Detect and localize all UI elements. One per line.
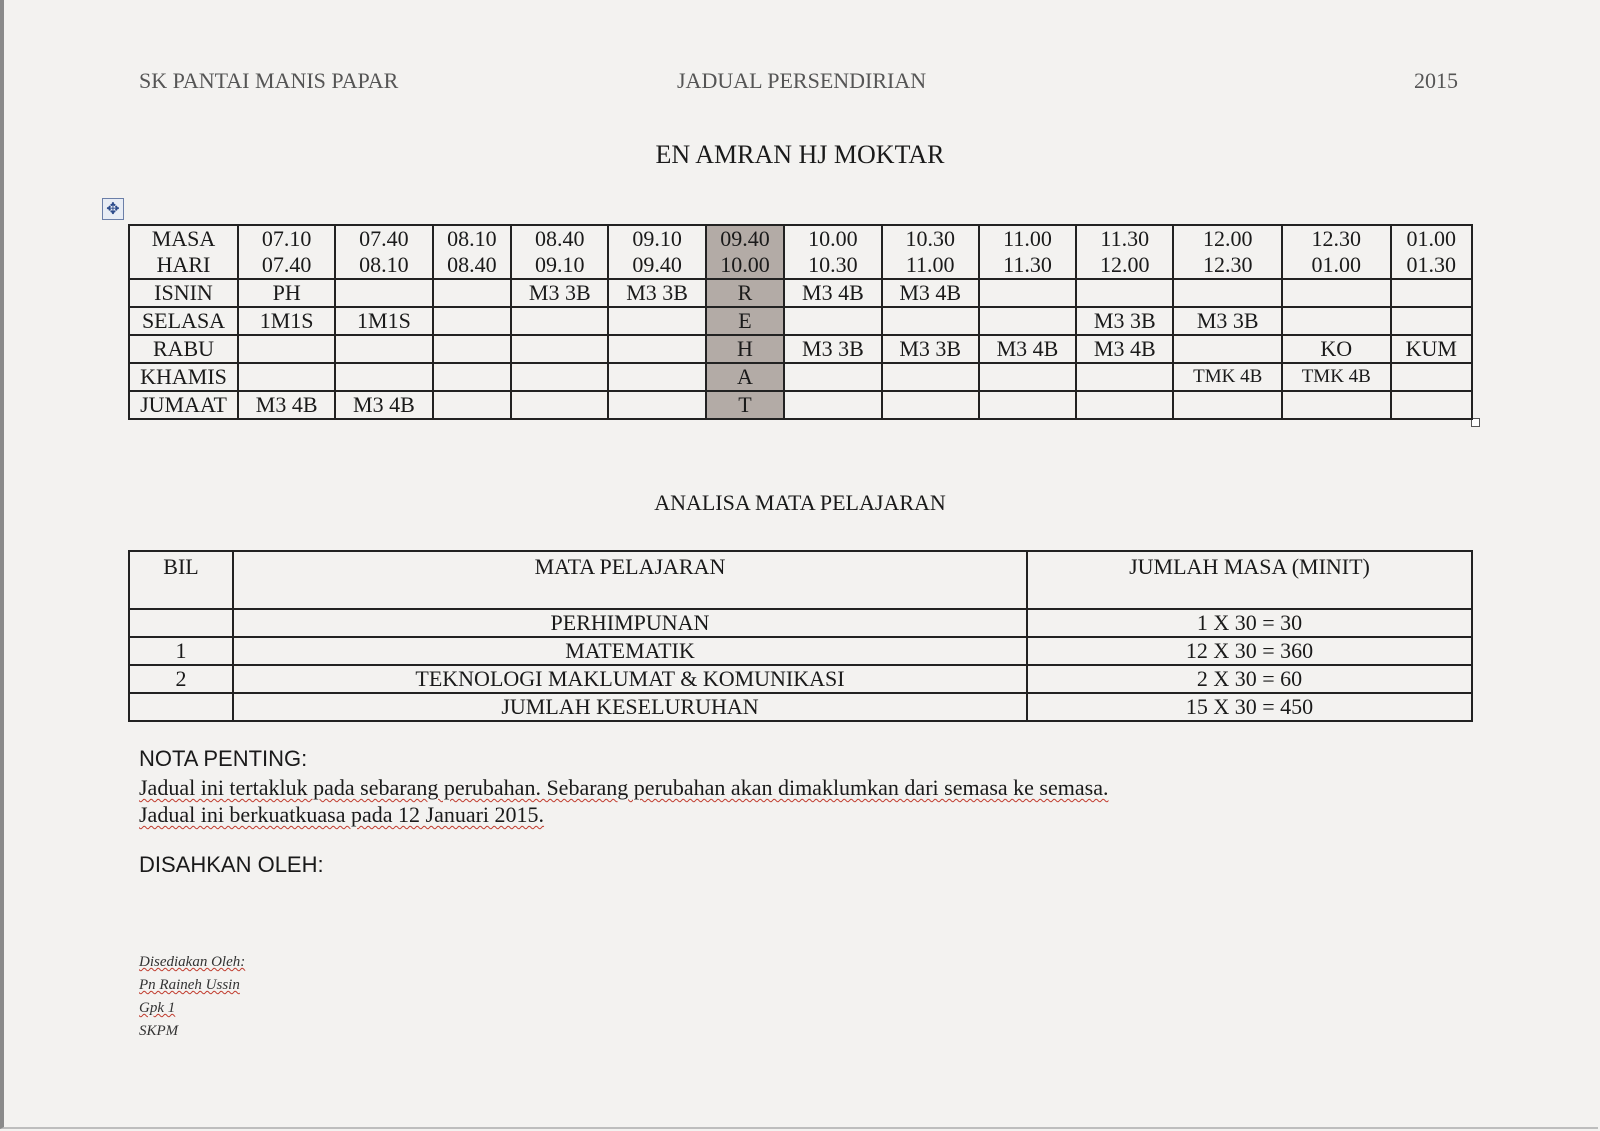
time-start: 10.00 [808, 226, 858, 251]
schedule-cell [433, 307, 512, 335]
time-slot-header [882, 225, 979, 279]
schedule-cell [979, 279, 1076, 307]
schedule-cell: M3 4B [784, 279, 881, 307]
time-start: 11.30 [1100, 226, 1150, 251]
verified-by: DISAHKAN OLEH: [139, 852, 324, 877]
schedule-cell: M3 3B [1173, 307, 1282, 335]
day-row [129, 335, 1472, 363]
schedule-cell [784, 363, 881, 391]
schedule-cell [608, 307, 705, 335]
table-move-icon[interactable]: ✥ [102, 198, 124, 220]
time-end: 10.00 [720, 252, 770, 277]
schedule-cell [1173, 279, 1282, 307]
schedule-cell [335, 335, 432, 363]
schedule-cell [979, 307, 1076, 335]
schedule-cell [1076, 279, 1173, 307]
schedule-cell [1391, 363, 1472, 391]
time-slot-header [1282, 225, 1391, 279]
day-row [129, 279, 1472, 307]
time-start: 07.40 [359, 226, 409, 251]
masa-label: MASA [151, 226, 216, 251]
analysis-row [129, 637, 1472, 665]
schedule-cell [238, 363, 335, 391]
rehat-cell: H [706, 335, 785, 363]
notes-title: NOTA PENTING: [139, 746, 308, 771]
rehat-cell: A [706, 363, 785, 391]
timetable [128, 224, 1473, 420]
notes [139, 746, 1108, 828]
prepared-by-label: Disediakan Oleh: [139, 954, 246, 970]
schedule-cell: KUM [1391, 335, 1472, 363]
schedule-cell [238, 335, 335, 363]
day-name: RABU [129, 335, 238, 363]
time-slot-header [1173, 225, 1282, 279]
day-row [129, 391, 1472, 419]
document-title: JADUAL PERSENDIRIAN [677, 68, 927, 93]
analysis-title-text: ANALISA MATA PELAJARAN [654, 490, 946, 515]
notes-line-2: Jadual ini berkuatkuasa pada 12 Januari 2015. [139, 802, 545, 827]
schedule-cell [608, 391, 705, 419]
teacher-name-block [0, 140, 1600, 170]
schedule-cell: M3 3B [882, 335, 979, 363]
prepared-by-name: Pn Raineh Ussin [139, 977, 240, 993]
analysis-table [128, 550, 1473, 722]
subject-header: MATA PELAJARAN [233, 551, 1027, 609]
time-slot-header [335, 225, 432, 279]
day-name: ISNIN [129, 279, 238, 307]
schedule-cell [979, 363, 1076, 391]
hari-label: HARI [156, 252, 211, 277]
schedule-cell: M3 4B [335, 391, 432, 419]
schedule-cell: M3 3B [511, 279, 608, 307]
time-slot-header [706, 225, 785, 279]
schedule-cell [433, 279, 512, 307]
schedule-cell [511, 391, 608, 419]
school-name: SK PANTAI MANIS PAPAR [139, 68, 399, 93]
schedule-cell [1173, 391, 1282, 419]
analysis-subject-cell: TEKNOLOGI MAKLUMAT & KOMUNIKASI [233, 665, 1027, 693]
analysis-bil-cell [129, 609, 233, 637]
analysis-total-cell: 12 X 30 = 360 [1027, 637, 1472, 665]
time-slot-header [1076, 225, 1173, 279]
schedule-cell [1076, 391, 1173, 419]
day-row [129, 363, 1472, 391]
schedule-cell: M3 4B [979, 335, 1076, 363]
schedule-cell [511, 307, 608, 335]
schedule-cell [1391, 307, 1472, 335]
time-slot-header [979, 225, 1076, 279]
schedule-cell: KO [1282, 335, 1391, 363]
time-end: 01.30 [1406, 252, 1457, 277]
analysis-total-cell: 15 X 30 = 450 [1027, 693, 1472, 721]
time-slot-header [511, 225, 608, 279]
schedule-cell [1282, 307, 1391, 335]
schedule-cell [511, 335, 608, 363]
schedule-cell [433, 335, 512, 363]
time-slot-header [784, 225, 881, 279]
time-start: 07.10 [261, 226, 312, 251]
time-end: 09.10 [535, 252, 585, 277]
time-end: 11.30 [1003, 252, 1052, 277]
time-start: 10.30 [905, 226, 955, 251]
rehat-cell: R [706, 279, 785, 307]
schedule-cell [608, 335, 705, 363]
analysis-subject-cell: JUMLAH KESELURUHAN [233, 693, 1027, 721]
schedule-cell [1173, 335, 1282, 363]
schedule-cell [1391, 391, 1472, 419]
schedule-cell [1282, 391, 1391, 419]
analysis-bil-cell: 1 [129, 637, 233, 665]
analysis-total-cell: 2 X 30 = 60 [1027, 665, 1472, 693]
time-start: 09.40 [720, 226, 770, 251]
time-end: 09.40 [632, 252, 682, 277]
schedule-cell [882, 363, 979, 391]
schedule-cell: PH [238, 279, 335, 307]
total-header: JUMLAH MASA (MINIT) [1027, 551, 1472, 609]
schedule-cell: M3 3B [1076, 307, 1173, 335]
time-end: 12.30 [1202, 252, 1253, 277]
schedule-cell: 1M1S [335, 307, 432, 335]
schedule-cell: M3 3B [608, 279, 705, 307]
time-end: 10.30 [808, 252, 858, 277]
analysis-subject-cell: MATEMATIK [233, 637, 1027, 665]
time-end: 07.40 [261, 252, 312, 277]
schedule-cell [882, 391, 979, 419]
time-end: 12.00 [1100, 252, 1150, 277]
schedule-cell: M3 4B [882, 279, 979, 307]
time-end: 01.00 [1311, 252, 1362, 277]
year: 2015 [1414, 68, 1458, 93]
notes-line-1: Jadual ini tertakluk pada sebarang perubahan. Sebarang perubahan akan dimaklumkan dari semasa ke semasa. [139, 775, 1109, 800]
schedule-cell: TMK 4B [1173, 363, 1282, 391]
prepared-by-position: Gpk 1 [139, 1000, 176, 1016]
bil-header: BIL [129, 551, 233, 609]
day-name: KHAMIS [129, 363, 238, 391]
time-slot-header [608, 225, 705, 279]
schedule-cell [433, 363, 512, 391]
schedule-cell [335, 363, 432, 391]
time-start: 08.10 [447, 226, 497, 251]
time-start: 12.30 [1311, 226, 1362, 251]
time-start: 12.00 [1202, 226, 1253, 251]
time-slot-header [238, 225, 335, 279]
time-start: 01.00 [1406, 226, 1457, 251]
time-row [129, 225, 1472, 279]
schedule-cell [1391, 279, 1472, 307]
analysis-subject-cell: PERHIMPUNAN [233, 609, 1027, 637]
schedule-cell: M3 4B [1076, 335, 1173, 363]
analysis-bil-cell [129, 693, 233, 721]
time-end: 08.40 [447, 252, 497, 277]
time-slot-header [1391, 225, 1472, 279]
schedule-cell [511, 363, 608, 391]
time-start: 11.00 [1003, 226, 1052, 251]
day-name: JUMAAT [129, 391, 238, 419]
rehat-cell: E [706, 307, 785, 335]
schedule-cell [1076, 363, 1173, 391]
schedule-cell [979, 391, 1076, 419]
masa-hari-header [129, 225, 238, 279]
analysis-title [0, 490, 1600, 516]
schedule-cell [335, 279, 432, 307]
schedule-cell: M3 4B [238, 391, 335, 419]
prepared-by-school: SKPM [139, 1023, 179, 1039]
analysis-total-cell: 1 X 30 = 30 [1027, 609, 1472, 637]
day-row [129, 307, 1472, 335]
schedule-cell [784, 391, 881, 419]
time-start: 09.10 [632, 226, 682, 251]
time-start: 08.40 [535, 226, 585, 251]
teacher-name: EN AMRAN HJ MOKTAR [655, 140, 945, 169]
time-end: 08.10 [359, 252, 409, 277]
analysis-row [129, 609, 1472, 637]
schedule-cell: M3 3B [784, 335, 881, 363]
rehat-cell: T [706, 391, 785, 419]
schedule-cell [433, 391, 512, 419]
time-slot-header [433, 225, 512, 279]
analysis-bil-cell: 2 [129, 665, 233, 693]
analysis-row [129, 693, 1472, 721]
analysis-header-row [129, 551, 1472, 609]
schedule-cell: TMK 4B [1282, 363, 1391, 391]
schedule-cell [1282, 279, 1391, 307]
schedule-cell [882, 307, 979, 335]
day-name: SELASA [129, 307, 238, 335]
time-end: 11.00 [905, 252, 955, 277]
prepared-by-block [139, 951, 245, 1043]
schedule-cell [608, 363, 705, 391]
analysis-row [129, 665, 1472, 693]
schedule-cell: 1M1S [238, 307, 335, 335]
schedule-cell [784, 307, 881, 335]
